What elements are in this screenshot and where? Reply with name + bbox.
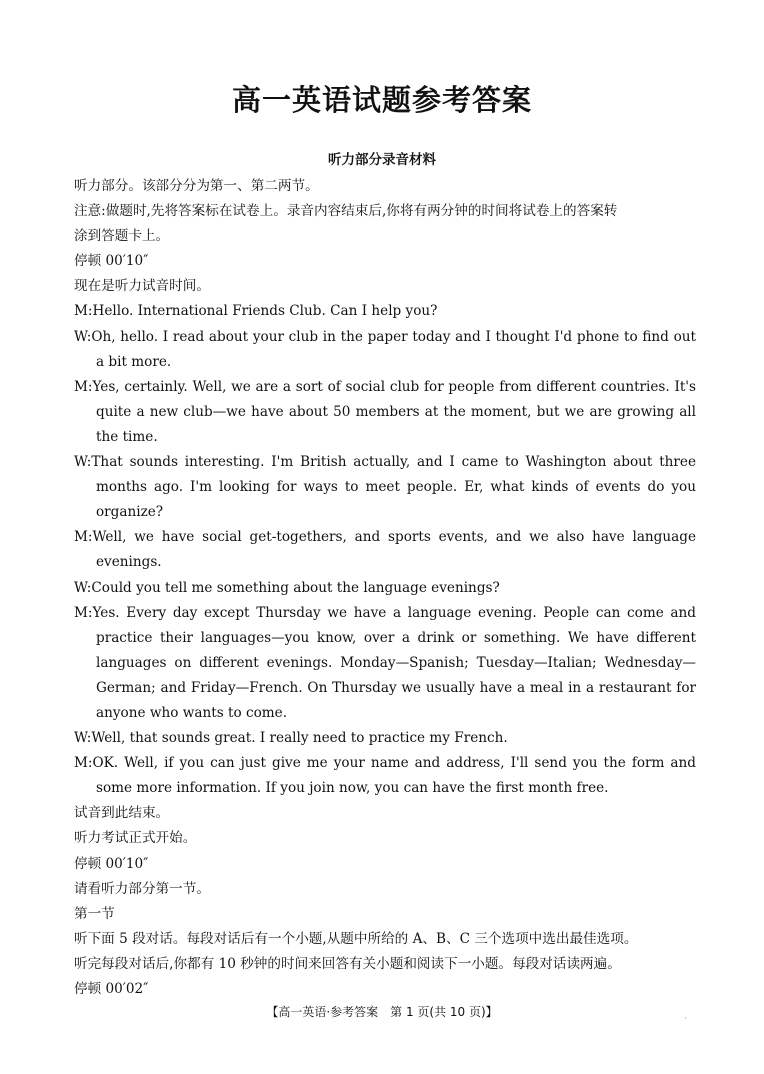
- exam-start-line: 听力考试正式开始。: [74, 830, 197, 847]
- section-instruction-cont: 听完每段对话后,你都有 10 秒钟的时间来回答有关小题和阅读下一小题。每段对话读两遍。: [74, 955, 621, 972]
- intro-line: 听力部分。该部分分为第一、第二两节。: [74, 178, 319, 194]
- pause-line: 停顿 00′10″: [74, 253, 149, 270]
- dialogue-line: W:Well, that sounds great. I really need to practice my French.: [74, 730, 508, 747]
- section-notice: 请看听力部分第一节。: [74, 880, 210, 897]
- transcript-body: [74, 174, 696, 1002]
- dialogue-line: M:Well, we have social get-togethers, and sports events, and we also have language evenings.: [74, 529, 696, 571]
- trial-notice: 现在是听力试音时间。: [74, 278, 210, 295]
- dialogue-line: M:Yes. Every day except Thursday we have a language evening. People can come and practice their languages—you know, over a drink or something. We have different languages on different evenings. Monday—Spanish; Tuesday—Italian; Wednesday—German; and Friday—French. On Thursday we usually have a meal in a restaurant for anyone who wants to come.: [74, 604, 696, 721]
- pause-line: 停顿 00′10″: [74, 855, 149, 872]
- dialogue-line: M:OK. Well, if you can just give me your name and address, I'll send you the form and some more information. If you join now, you can have the first month free.: [74, 755, 696, 797]
- instruction-line-cont: 涂到答题卡上。: [74, 228, 170, 245]
- dialogue-line: W:Could you tell me something about the language evenings?: [74, 579, 500, 596]
- instruction-line: 注意:做题时,先将答案标在试卷上。录音内容结束后,你将有两分钟的时间将试卷上的答案转: [74, 203, 618, 220]
- page-title: 高一英语试题参考答案: [231, 83, 532, 117]
- dialogue-line: W:Oh, hello. I read about your club in the paper today and I thought I'd phone to find out a bit more.: [74, 328, 696, 370]
- pause-line: 停顿 00′02″: [74, 981, 149, 997]
- page-footer: 【高一英语·参考答案 第 1 页(共 10 页)】: [266, 1005, 498, 1019]
- dialogue-line: W:That sounds interesting. I'm British actually, and I came to Washington about three months ago. I'm looking for ways to meet people. Er, what kinds of events do you organize?: [74, 454, 696, 521]
- dialogue-line: M:Yes, certainly. Well, we are a sort of social club for people from different countries. It's quite a new club—we have about 50 members at the moment, but we are growing all the time.: [74, 378, 696, 445]
- corner-mark: ·: [684, 1014, 687, 1024]
- trial-end-line: 试音到此结束。: [74, 805, 170, 822]
- section-subtitle: 听力部分录音材料: [328, 152, 436, 168]
- section-instruction: 听下面 5 段对话。每段对话后有一个小题,从题中所给的 A、B、C 三个选项中选出最佳选项。: [74, 930, 638, 947]
- section-heading: 第一节: [74, 905, 115, 922]
- dialogue-line: M:Hello. International Friends Club. Can I help you?: [74, 303, 438, 320]
